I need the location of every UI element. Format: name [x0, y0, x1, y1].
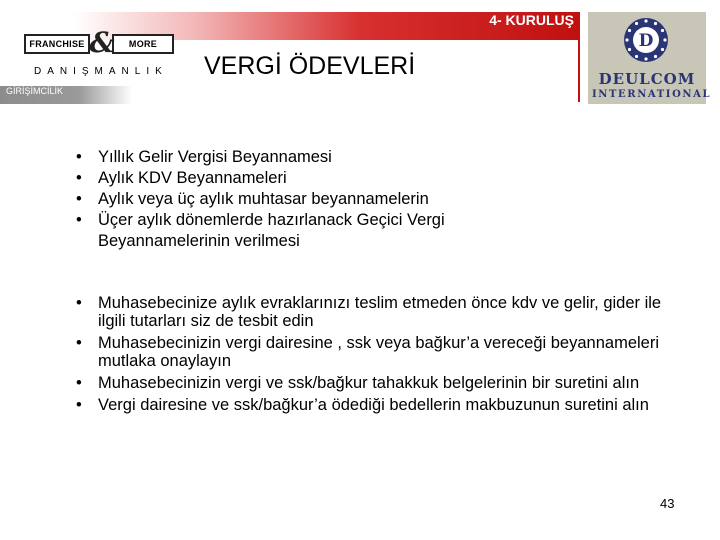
deulcom-subname: INTERNATIONAL — [592, 89, 712, 100]
list-item: • Yıllık Gelir Vergisi Beyannamesi — [76, 147, 576, 168]
divider-line — [578, 12, 580, 102]
section-label: GİRİŞİMCİLİK — [6, 86, 64, 96]
deulcom-logo — [588, 12, 712, 104]
logo-ampersand: & — [89, 26, 115, 59]
logo-left-word: FRANCHISE — [24, 34, 90, 54]
tax-returns-list — [76, 147, 576, 252]
list-item: • Muhasebecinize aylık evraklarınızı teslim etmeden önce kdv ve gelir, gider ile ilgili tutarları siz de tesbit edin — [76, 294, 676, 330]
section-band — [0, 86, 132, 104]
list-item: • Muhasebecinizin vergi ve ssk/bağkur tahakkuk belgelerinin bir suretini alın — [76, 374, 676, 392]
page-title: VERGİ ÖDEVLERİ — [204, 52, 416, 80]
list-item: • Aylık veya üç aylık muhtasar beyannamelerin — [76, 189, 576, 210]
list-item: • Aylık KDV Beyannameleri — [76, 168, 576, 189]
deulcom-letter: D — [638, 31, 654, 51]
list-item: • Vergi dairesine ve ssk/bağkur’a ödediği bedellerin makbuzunun suretini alın — [76, 396, 676, 414]
deulcom-emblem-icon — [622, 16, 670, 64]
section-title: 4- KURULUŞ — [489, 12, 574, 28]
page-number: 43 — [660, 496, 675, 511]
advice-list — [76, 294, 676, 418]
franchise-more-logo — [24, 26, 174, 86]
logo-right-word: MORE — [112, 34, 174, 54]
list-item: • Muhasebecinizin vergi dairesine , ssk veya bağkur’a vereceği beyannameleri mutlaka onaylayın — [76, 334, 676, 370]
logo-subtitle: DANIŞMANLIK — [34, 66, 168, 77]
list-item: • Üçer aylık dönemlerde hazırlanack Geçici Vergi Beyannamelerinin verilmesi — [76, 210, 576, 252]
deulcom-name: DEULCOM — [598, 70, 696, 88]
